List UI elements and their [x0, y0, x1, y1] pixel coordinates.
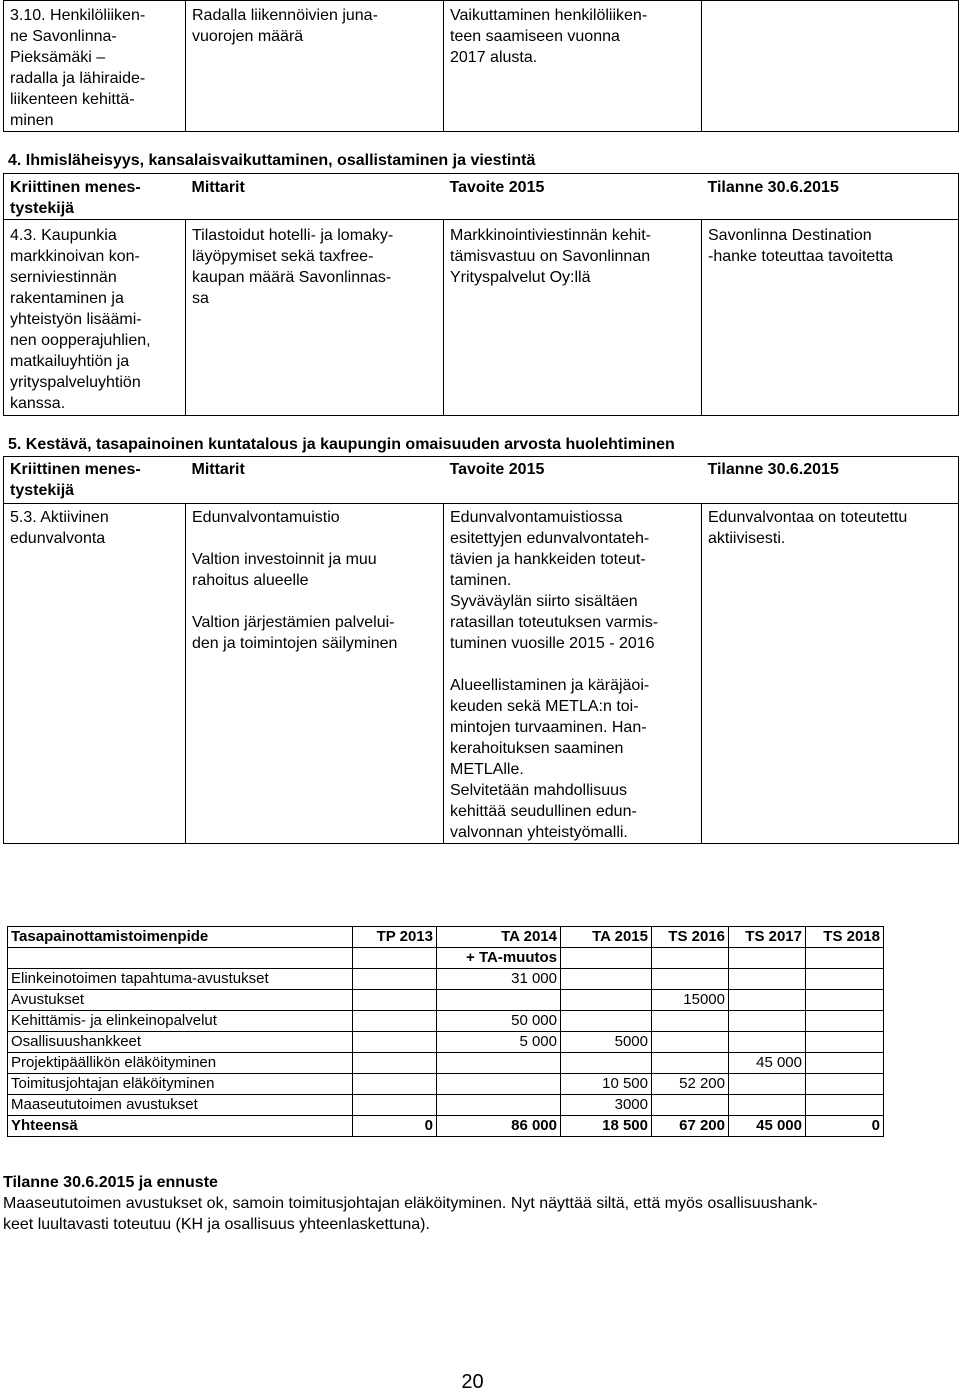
budget-cell [806, 1053, 884, 1074]
budget-row-label: Maaseututoimen avustukset [8, 1095, 353, 1116]
budget-row-label: Osallisuushankkeet [8, 1032, 353, 1053]
table-row [8, 969, 884, 990]
target-cell: Edunvalvontamuistiossa esitettyjen edunvalvontateh- tävien ja hankkeiden toteut- taminen. Syväväylän siirto sisältäen ratasillan toteutuksen varmis- tuminen vuosille 2015 - 2016 Alueellistaminen ja käräjäoi- keuden sekä METLA:n toi- mintojen turvaaminen. Han- kerahoituksen saaminen METLAlle. Selvitetään mahdollisuus kehittää seudullinen edun- valvonnan yhteistyömalli. [444, 504, 702, 844]
table-header-row [4, 174, 959, 220]
table-row [4, 220, 959, 416]
header-metrics: Mittarit [186, 174, 444, 220]
header-status: Tilanne 30.6.2015 [702, 174, 959, 220]
budget-body [8, 969, 884, 1116]
budget-cell [729, 990, 806, 1011]
total-cell: 67 200 [652, 1116, 729, 1137]
header-status: Tilanne 30.6.2015 [702, 457, 959, 504]
section-5-heading: 5. Kestävä, tasapainoinen kuntatalous ja kaupungin omaisuuden arvosta huolehtiminen [8, 436, 675, 453]
budget-cell [652, 1032, 729, 1053]
budget-cell: 10 500 [561, 1074, 652, 1095]
budget-cell [806, 969, 884, 990]
status-cell: Edunvalvontaa on toteutettu aktiivisesti. [702, 504, 959, 844]
budget-cell [729, 1011, 806, 1032]
status-cell [702, 1, 959, 132]
table-row [8, 1011, 884, 1032]
budget-cell [353, 1053, 437, 1074]
budget-header-row [8, 927, 884, 948]
section-5-table [3, 456, 959, 844]
total-cell: 0 [353, 1116, 437, 1137]
budget-cell [353, 1011, 437, 1032]
budget-subheader-row [8, 948, 884, 969]
total-cell: 0 [806, 1116, 884, 1137]
budget-cell [652, 1011, 729, 1032]
table-row [8, 990, 884, 1011]
budget-table [7, 926, 884, 1137]
header-ts2017: TS 2017 [729, 927, 806, 948]
metric-cell: Radalla liikennöivien juna- vuorojen määrä [186, 1, 444, 132]
budget-row-label: Toimitusjohtajan eläköityminen [8, 1074, 353, 1095]
status-heading: Tilanne 30.6.2015 ja ennuste [3, 1174, 218, 1191]
budget-cell [806, 1011, 884, 1032]
budget-cell [561, 1053, 652, 1074]
budget-row-label: Kehittämis- ja elinkeinopalvelut [8, 1011, 353, 1032]
budget-cell [561, 990, 652, 1011]
budget-row-label: Elinkeinotoimen tapahtuma-avustukset [8, 969, 353, 990]
budget-cell: 45 000 [729, 1053, 806, 1074]
header-ta-change: + TA-muutos [437, 948, 561, 969]
budget-cell [561, 969, 652, 990]
total-cell: 18 500 [561, 1116, 652, 1137]
target-cell: Vaikuttaminen henkilöliiken- teen saamiseen vuonna 2017 alusta. [444, 1, 702, 132]
budget-cell [806, 990, 884, 1011]
budget-row-label: Avustukset [8, 990, 353, 1011]
metric-cell: Edunvalvontamuistio Valtion investoinnit ja muu rahoitus alueelle Valtion järjestämien palvelui- den ja toimintojen säilyminen [186, 504, 444, 844]
budget-cell [652, 1053, 729, 1074]
budget-cell [806, 1095, 884, 1116]
budget-cell [806, 1074, 884, 1095]
budget-cell [806, 1032, 884, 1053]
table-row [8, 1095, 884, 1116]
budget-cell: 52 200 [652, 1074, 729, 1095]
budget-cell [353, 969, 437, 990]
budget-cell [437, 1074, 561, 1095]
budget-cell [437, 990, 561, 1011]
goal-cell: 3.10. Henkilöliiken- ne Savonlinna- Pieksämäki – radalla ja lähiraide- liikenteen kehittä- minen [4, 1, 186, 132]
metric-cell: Tilastoidut hotelli- ja lomaky- läyöpymiset sekä taxfree- kaupan määrä Savonlinnas- sa [186, 220, 444, 416]
goal-cell: 4.3. Kaupunkia markkinoivan kon- serniviestinnän rakentaminen ja yhteistyön lisäämi- nen oopperajuhlien, matkailuyhtiön ja yrityspalveluyhtiön kanssa. [4, 220, 186, 416]
budget-cell [652, 969, 729, 990]
section-4-heading: 4. Ihmisläheisyys, kansalaisvaikuttaminen, osallistaminen ja viestintä [8, 152, 536, 169]
budget-cell: 5000 [561, 1032, 652, 1053]
budget-cell [729, 1074, 806, 1095]
table-row [8, 1032, 884, 1053]
budget-cell: 31 000 [437, 969, 561, 990]
budget-cell: 5 000 [437, 1032, 561, 1053]
budget-cell [353, 990, 437, 1011]
header-ts2018: TS 2018 [806, 927, 884, 948]
budget-cell: 50 000 [437, 1011, 561, 1032]
budget-cell [437, 1095, 561, 1116]
header-ta2014: TA 2014 [437, 927, 561, 948]
section-4-table [3, 173, 959, 416]
page-number: 20 [461, 1371, 484, 1393]
header-ts2016: TS 2016 [652, 927, 729, 948]
header-target: Tavoite 2015 [444, 174, 702, 220]
target-cell: Markkinointiviestinnän kehit- tämisvastuu on Savonlinnan Yrityspalvelut Oy:llä [444, 220, 702, 416]
budget-cell [652, 1095, 729, 1116]
table-row [8, 1074, 884, 1095]
header-goal: Kriittinen menes- tystekijä [4, 457, 186, 504]
budget-cell [437, 1053, 561, 1074]
top-row-table [3, 0, 959, 132]
total-label: Yhteensä [8, 1116, 353, 1137]
status-cell: Savonlinna Destination -hanke toteuttaa tavoitetta [702, 220, 959, 416]
budget-cell [353, 1032, 437, 1053]
budget-total-row [8, 1116, 884, 1137]
goal-cell: 5.3. Aktiivinen edunvalvonta [4, 504, 186, 844]
table-row [4, 504, 959, 844]
header-target: Tavoite 2015 [444, 457, 702, 504]
budget-row-label: Projektipäällikön eläköityminen [8, 1053, 353, 1074]
table-row [8, 1053, 884, 1074]
budget-cell: 3000 [561, 1095, 652, 1116]
header-goal: Kriittinen menes- tystekijä [4, 174, 186, 220]
budget-cell [729, 1095, 806, 1116]
header-metrics: Mittarit [186, 457, 444, 504]
table-header-row [4, 457, 959, 504]
total-cell: 86 000 [437, 1116, 561, 1137]
header-measure: Tasapainottamistoimenpide [8, 927, 353, 948]
budget-cell [353, 1095, 437, 1116]
total-cell: 45 000 [729, 1116, 806, 1137]
table-row [4, 1, 959, 132]
budget-cell: 15000 [652, 990, 729, 1011]
budget-cell [561, 1011, 652, 1032]
header-ta2015: TA 2015 [561, 927, 652, 948]
status-body: Maaseututoimen avustukset ok, samoin toimitusjohtajan eläköityminen. Nyt näyttää siltä, että myös osallisuushank- keet luultavasti toteutuu (KH ja osallisuus yhteenlaskettuna). [3, 1195, 818, 1233]
header-tp2013: TP 2013 [353, 927, 437, 948]
budget-cell [729, 969, 806, 990]
budget-cell [353, 1074, 437, 1095]
budget-cell [729, 1032, 806, 1053]
